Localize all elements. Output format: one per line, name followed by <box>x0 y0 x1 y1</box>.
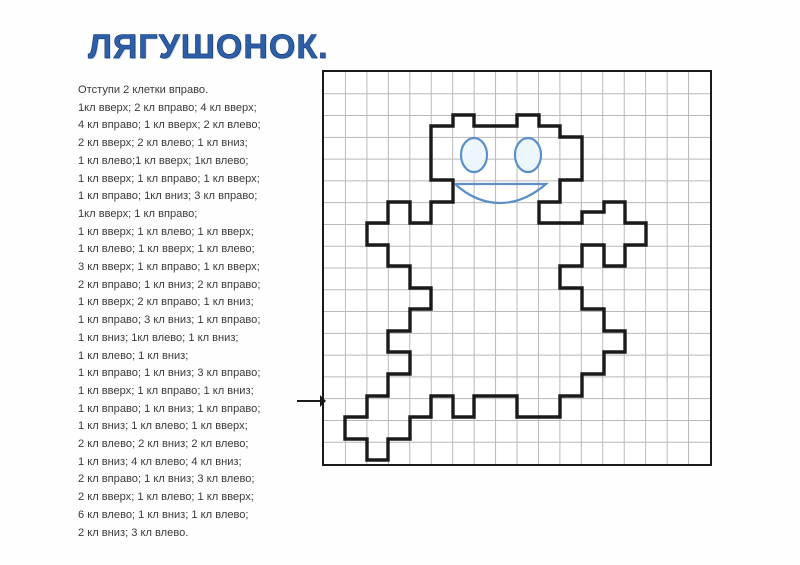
instruction-line: 1 кл вниз; 1кл влево; 1 кл вниз; <box>78 331 239 344</box>
instruction-list <box>78 82 308 542</box>
instruction-line: 1кл вверх; 1 кл вправо; <box>78 207 198 220</box>
instruction-line: 6 кл влево; 1 кл вниз; 1 кл влево; <box>78 508 249 521</box>
instruction-line: 1 кл вниз; 4 кл влево; 4 кл вниз; <box>78 455 242 468</box>
instruction-line: 1 кл вправо; 1 кл вниз; 1 кл вправо; <box>78 402 261 415</box>
instruction-line: 2 кл вверх; 2 кл влево; 1 кл вниз; <box>78 137 248 150</box>
instruction-line: 1 кл вправо; 3 кл вниз; 1 кл вправо; <box>78 314 261 327</box>
start-arrow-icon <box>296 392 326 410</box>
instruction-line: 2 кл вправо; 1 кл вниз; 2 кл вправо; <box>78 278 261 291</box>
instruction-line: 1 кл вправо; 1 кл вниз; 3 кл вправо; <box>78 367 261 380</box>
frog-outline <box>345 115 646 460</box>
instruction-line: 1 кл вверх; 1 кл вправо; 1 кл вверх; <box>78 172 260 185</box>
instruction-line: 1 кл вверх; 2 кл вправо; 1 кл вниз; <box>78 296 254 309</box>
instruction-line: 1 кл вправо; 1кл вниз; 3 кл вправо; <box>78 190 258 203</box>
instruction-line: 1 кл влево; 1 кл вниз; <box>78 349 189 362</box>
instruction-line: 2 кл влево; 2 кл вниз; 2 кл влево; <box>78 438 249 451</box>
mouth <box>455 184 546 203</box>
instruction-line: 2 кл вверх; 1 кл влево; 1 кл вверх; <box>78 491 254 504</box>
instruction-line: 1кл вверх; 2 кл вправо; 4 кл вверх; <box>78 101 257 114</box>
instruction-line: 1 кл влево; 1 кл вверх; 1 кл влево; <box>78 243 255 256</box>
instruction-line: 1 кл вниз; 1 кл влево; 1 кл вверх; <box>78 420 248 433</box>
instruction-line: 1 кл вверх; 1 кл вправо; 1 кл вниз; <box>78 384 254 397</box>
instruction-line: 4 кл вправо; 1 кл вверх; 2 кл влево; <box>78 119 261 132</box>
frog-figure <box>324 72 710 464</box>
instruction-line: 1 кл вверх; 1 кл влево; 1 кл вверх; <box>78 225 254 238</box>
page-title: ЛЯГУШОНОК. <box>88 28 329 66</box>
left-eye <box>461 138 487 172</box>
instruction-line: 2 кл вниз; 3 кл влево. <box>78 526 189 539</box>
instruction-line: Отступи 2 клетки вправо. <box>78 84 209 96</box>
grid-panel <box>322 70 712 466</box>
instruction-line: 2 кл вправо; 1 кл вниз; 3 кл влево; <box>78 473 255 486</box>
instruction-line: 3 кл вверх; 1 кл вправо; 1 кл вверх; <box>78 261 260 274</box>
right-eye <box>515 138 541 172</box>
instruction-line: 1 кл влево;1 кл вверх; 1кл влево; <box>78 154 249 167</box>
